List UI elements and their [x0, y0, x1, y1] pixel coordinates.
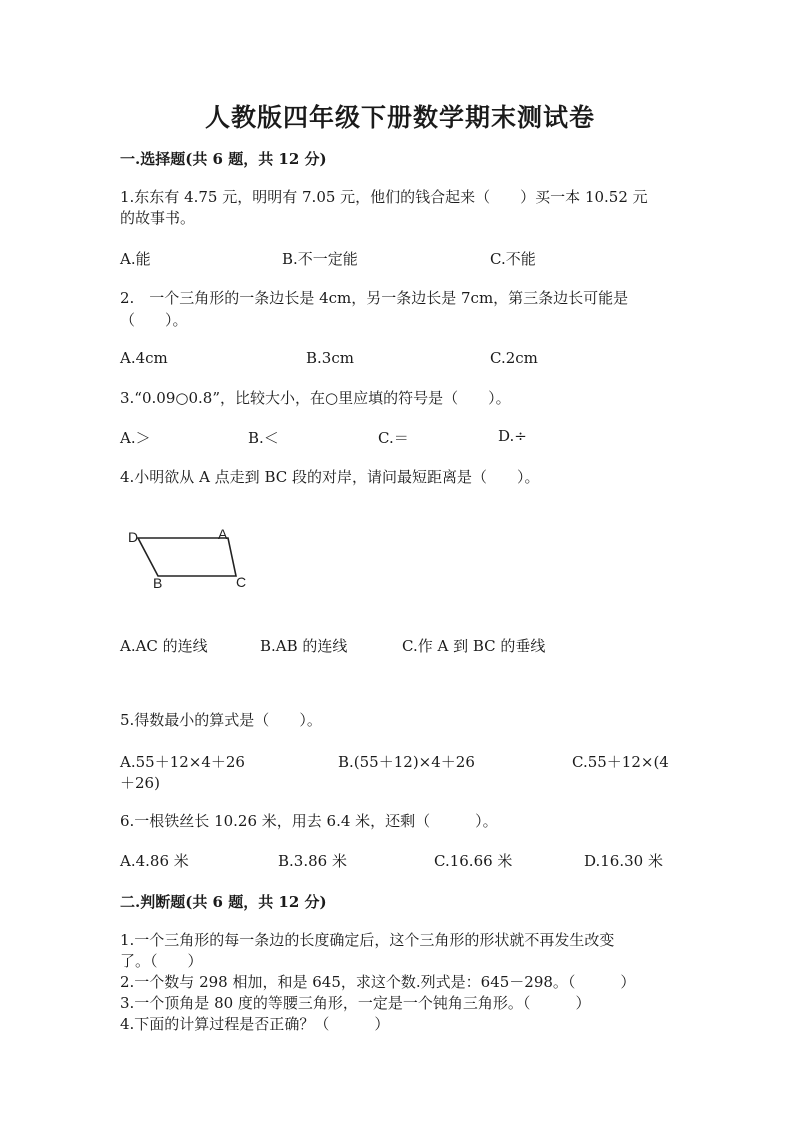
judgement-item-1-line-1: 1.一个三角形的每一条边的长度确定后，这个三角形的形状就不再发生改变	[120, 931, 615, 949]
question-4-option-a: A.AC 的连线	[120, 637, 208, 655]
question-3-option-a: A.＞	[120, 429, 151, 447]
question-5-option-c-continued: ＋26)	[120, 774, 160, 792]
page-title: 人教版四年级下册数学期末测试卷	[204, 103, 595, 132]
question-6-option-d: D.16.30 米	[584, 852, 663, 870]
question-2-line-2: （ ）。	[120, 311, 188, 329]
question-6-option-c: C.16.66 米	[434, 852, 513, 870]
question-2-option-a: A.4cm	[120, 349, 168, 367]
judgement-item-2: 2.一个数与 298 相加，和是 645，求这个数.列式是：645－298。（ ）	[120, 973, 636, 991]
question-1-line-2: 的故事书。	[120, 209, 196, 227]
question-2-option-c: C.2cm	[490, 349, 538, 367]
question-2-option-b: B.3cm	[306, 349, 354, 367]
question-4-option-b: B.AB 的连线	[260, 637, 348, 655]
vertex-label-a: A	[218, 526, 228, 542]
question-2-line-1: 2. 一个三角形的一条边长是 4cm，另一条边长是 7cm，第三条边长可能是	[120, 289, 629, 307]
section-header-judgement: 二.判断题(共 6 题，共 12 分)	[120, 893, 327, 911]
question-3-option-c: C.＝	[378, 429, 409, 447]
question-5-option-c: C.55＋12×(4	[572, 753, 669, 771]
question-1-option-b: B.不一定能	[282, 250, 358, 268]
section-header-choice: 一.选择题(共 6 题，共 12 分)	[120, 150, 327, 168]
question-1-option-a: A.能	[120, 250, 151, 268]
judgement-item-4: 4.下面的计算过程是否正确？（ ）	[120, 1015, 390, 1033]
question-4-option-c: C.作 A 到 BC 的垂线	[402, 637, 546, 655]
judgement-item-3: 3.一个顶角是 80 度的等腰三角形，一定是一个钝角三角形。（ ）	[120, 994, 591, 1012]
judgement-item-1-line-2: 了。（ ）	[120, 952, 203, 970]
question-3-line-1: 3.“0.09○0.8”，比较大小，在○里应填的符号是（ ）。	[120, 389, 511, 407]
question-5-option-a: A.55＋12×4＋26	[120, 753, 245, 771]
question-5-line-1: 5.得数最小的算式是（ ）。	[120, 711, 322, 729]
question-6-line-1: 6.一根铁丝长 10.26 米，用去 6.4 米，还剩（ ）。	[120, 812, 498, 830]
question-4-line-1: 4.小明欲从 A 点走到 BC 段的对岸，请问最短距离是（ ）。	[120, 468, 540, 486]
question-6-option-b: B.3.86 米	[278, 852, 347, 870]
question-1-line-1: 1.东东有 4.75 元，明明有 7.05 元，他们的钱合起来（ ）买一本 10.52 元	[120, 188, 648, 206]
question-1-option-c: C.不能	[490, 250, 536, 268]
parallelogram-figure	[122, 522, 254, 592]
vertex-label-b: B	[153, 575, 163, 591]
vertex-label-d: D	[128, 529, 139, 545]
question-3-option-b: B.＜	[248, 429, 279, 447]
parallelogram-shape	[138, 538, 236, 576]
question-6-option-a: A.4.86 米	[120, 852, 189, 870]
question-3-option-d: D.÷	[498, 427, 527, 445]
vertex-label-c: C	[236, 574, 247, 590]
question-5-option-b: B.(55＋12)×4＋26	[338, 753, 475, 771]
